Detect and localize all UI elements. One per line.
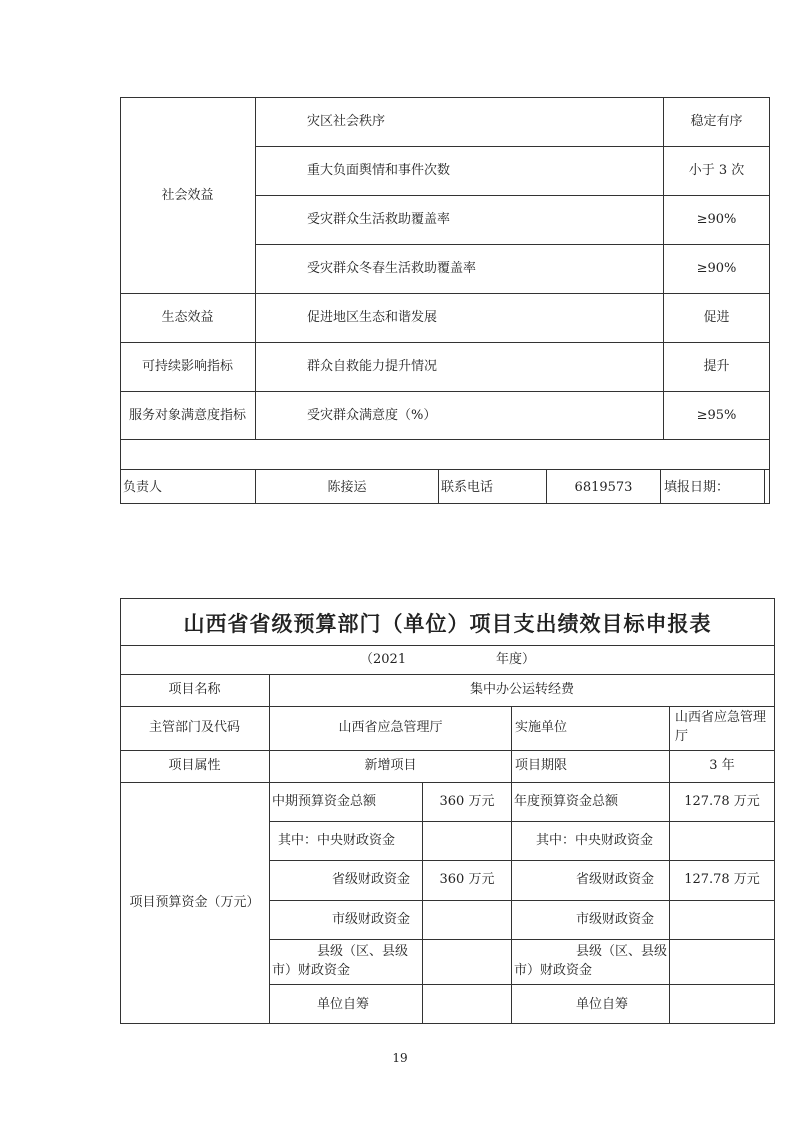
attr-label: 项目属性 [168, 758, 221, 773]
provincial-label-annual: 省级财政资金 [576, 872, 655, 887]
self-label: 单位自筹 [317, 997, 370, 1012]
county-label-line1: 县级（区、县级 [317, 944, 409, 959]
impl-value-line2: 厅 [675, 729, 689, 744]
value-cell: ≥90% [696, 261, 737, 276]
category-ecological-benefit: 生态效益 [161, 310, 214, 325]
dept-label: 主管部门及代码 [148, 720, 240, 735]
provincial-label: 省级财政资金 [332, 872, 411, 887]
budget-label: 项目预算资金（万元） [129, 895, 260, 910]
impl-label: 实施单位 [515, 720, 568, 735]
year-suffix: 年度） [496, 652, 536, 667]
indicator-cell: 受灾群众生活救助覆盖率 [307, 212, 451, 227]
phone-value: 6819573 [574, 480, 633, 495]
value-cell: ≥95% [696, 408, 737, 423]
indicator-cell: 灾区社会秩序 [307, 114, 386, 129]
indicator-cell: 重大负面舆情和事件次数 [307, 163, 451, 178]
responsible-label: 负责人 [123, 480, 163, 495]
impl-value-line1: 山西省应急管理 [675, 710, 767, 725]
midterm-total-label: 中期预算资金总额 [272, 794, 377, 809]
annual-total-value: 127.78 万元 [684, 794, 760, 809]
provincial-annual-value: 127.78 万元 [684, 872, 760, 887]
date-label: 填报日期： [664, 480, 730, 495]
value-cell: 提升 [703, 359, 730, 374]
category-satisfaction: 服务对象满意度指标 [128, 408, 246, 423]
central-label: 其中：中央财政资金 [278, 833, 396, 848]
central-label-annual: 其中：中央财政资金 [536, 833, 654, 848]
value-cell: ≥90% [696, 212, 737, 227]
value-cell: 促进 [703, 310, 730, 325]
category-sustainable-impact: 可持续影响指标 [141, 359, 233, 374]
year-prefix: （2021 [360, 652, 407, 667]
county-label-annual-line2: 市）财政资金 [514, 963, 593, 978]
annual-total-label: 年度预算资金总额 [514, 794, 619, 809]
responsible-name: 陈接运 [327, 480, 367, 495]
phone-label: 联系电话 [441, 480, 494, 495]
indicator-cell: 受灾群众冬春生活救助覆盖率 [307, 261, 477, 276]
indicator-cell: 群众自救能力提升情况 [307, 359, 438, 374]
midterm-total-value: 360 万元 [439, 794, 495, 809]
period-label: 项目期限 [515, 758, 568, 773]
value-cell: 稳定有序 [690, 114, 743, 129]
attr-value: 新增项目 [364, 758, 417, 773]
indicator-cell: 受灾群众满意度（%） [307, 408, 437, 423]
page-number: 19 [392, 1051, 408, 1065]
county-label-annual-line1: 县级（区、县级 [576, 944, 668, 959]
project-name-label: 项目名称 [168, 682, 221, 697]
project-name-value: 集中办公运转经费 [469, 682, 574, 697]
table-title: 山西省省级预算部门（单位）项目支出绩效目标申报表 [183, 611, 712, 636]
indicator-cell: 促进地区生态和谐发展 [307, 310, 438, 325]
city-label-annual: 市级财政资金 [576, 912, 655, 927]
city-label: 市级财政资金 [332, 912, 411, 927]
value-cell: 小于 3 次 [688, 163, 745, 178]
county-label-line2: 市）财政资金 [272, 963, 351, 978]
period-value: 3 年 [709, 758, 735, 773]
dept-value: 山西省应急管理厅 [338, 720, 443, 735]
provincial-mid-value: 360 万元 [439, 872, 495, 887]
self-label-annual: 单位自筹 [576, 997, 629, 1012]
category-social-benefit: 社会效益 [161, 188, 214, 203]
